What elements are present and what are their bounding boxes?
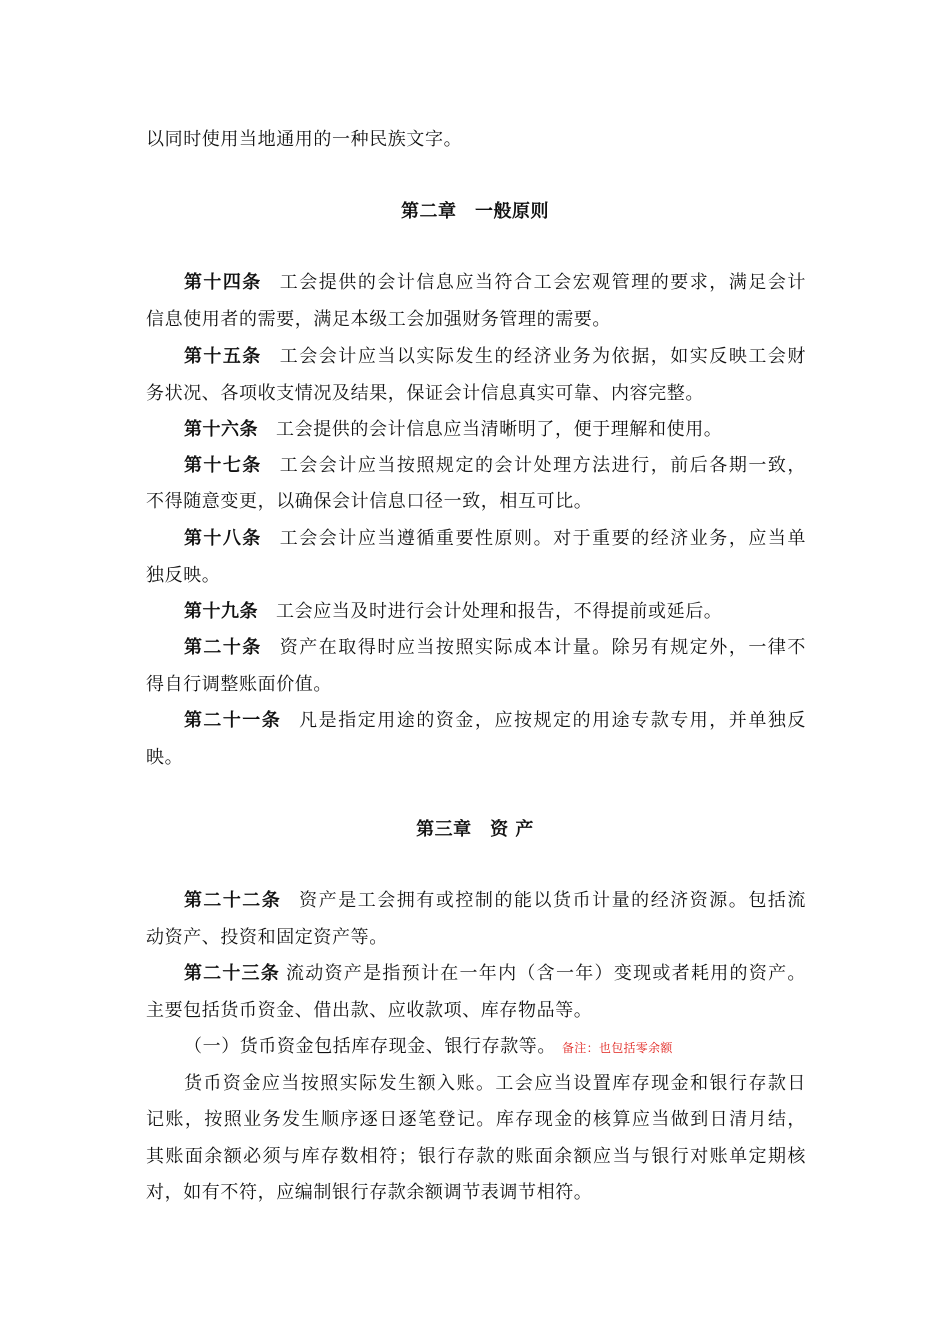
article-number: 第十五条 <box>184 346 262 367</box>
article-18-line-2: 独反映。 <box>146 565 221 586</box>
article-20-line-2: 得自行调整账面价值。 <box>146 674 332 695</box>
article-21-line-2: 映。 <box>146 747 184 768</box>
article-20-line-1: 第二十条 资产在取得时应当按照实际成本计量。除另有规定外，一律不 <box>184 637 807 658</box>
article-number: 第十七条 <box>184 455 262 476</box>
article-15-line-1: 第十五条 工会会计应当以实际发生的经济业务为依据，如实反映工会财 <box>184 346 807 367</box>
article-number: 第十六条 <box>184 419 258 440</box>
clause-1-body-line-3: 其账面余额必须与库存数相符；银行存款的账面余额应当与银行对账单定期核 <box>146 1146 806 1167</box>
article-16-line-1: 第十六条 工会提供的会计信息应当清晰明了，便于理解和使用。 <box>184 419 723 440</box>
article-22-line-1: 第二十二条 资产是工会拥有或控制的能以货币计量的经济资源。包括流 <box>184 890 806 911</box>
article-14-line-2: 信息使用者的需要，满足本级工会加强财务管理的需要。 <box>146 309 611 330</box>
article-23-line-2: 主要包括货币资金、借出款、应收款项、库存物品等。 <box>146 1000 593 1021</box>
article-number: 第十八条 <box>184 528 262 549</box>
article-18-line-1: 第十八条 工会会计应当遵循重要性原则。对于重要的经济业务，应当单 <box>184 528 807 549</box>
article-23-line-1: 第二十三条 流动资产是指预计在一年内（含一年）变现或者耗用的资产。 <box>184 963 806 984</box>
red-annotation-note: 备注：也包括零余额 <box>562 1041 673 1055</box>
article-22-line-2: 动资产、投资和固定资产等。 <box>146 927 388 948</box>
article-number: 第十九条 <box>184 601 258 622</box>
clause-1-body-line-4: 对，如有不符，应编制银行存款余额调节表调节相符。 <box>146 1182 593 1203</box>
article-15-line-2: 务状况、各项收支情况及结果，保证会计信息真实可靠、内容完整。 <box>146 383 704 404</box>
article-number: 第二十条 <box>184 637 262 658</box>
article-number: 第二十三条 <box>184 963 280 984</box>
clause-1-body-line-1: 货币资金应当按照实际发生额入账。工会应当设置库存现金和银行存款日 <box>184 1073 806 1094</box>
clause-1-line: （一）货币资金包括库存现金、银行存款等。 备注：也包括零余额 <box>184 1036 673 1057</box>
article-number: 第二十一条 <box>184 710 282 731</box>
chapter-heading-2: 第二章 一般原则 <box>401 201 549 222</box>
article-17-line-2: 不得随意变更，以确保会计信息口径一致，相互可比。 <box>146 491 593 512</box>
clause-1-body-line-2: 记账，按照业务发生顺序逐日逐笔登记。库存现金的核算应当做到日清月结， <box>146 1109 806 1130</box>
chapter-heading-3: 第三章 资 产 <box>416 819 534 840</box>
body-line: 以同时使用当地通用的一种民族文字。 <box>146 129 463 150</box>
article-number: 第二十二条 <box>184 890 282 911</box>
article-17-line-1: 第十七条 工会会计应当按照规定的会计处理方法进行，前后各期一致， <box>184 455 807 476</box>
article-19-line-1: 第十九条 工会应当及时进行会计处理和报告，不得提前或延后。 <box>184 601 723 622</box>
article-21-line-1: 第二十一条 凡是指定用途的资金，应按规定的用途专款专用，并单独反 <box>184 710 806 731</box>
article-number: 第十四条 <box>184 272 262 293</box>
article-14-line-1: 第十四条 工会提供的会计信息应当符合工会宏观管理的要求，满足会计 <box>184 272 807 293</box>
